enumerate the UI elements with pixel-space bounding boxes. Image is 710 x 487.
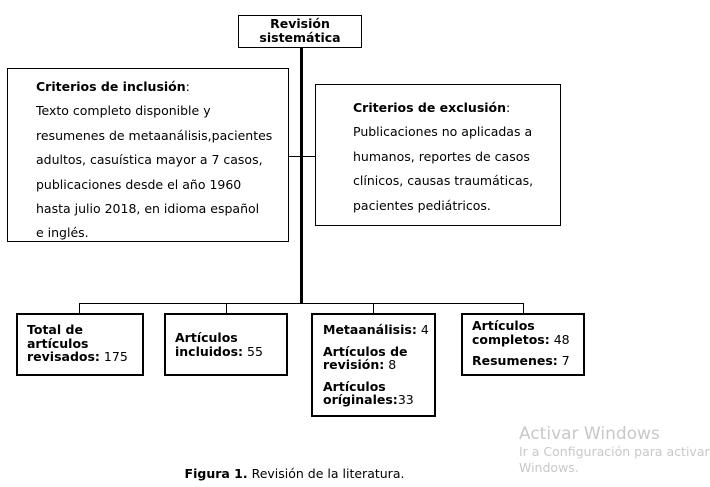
article-types-box bbox=[311, 313, 436, 417]
inclusion-criteria-box bbox=[7, 68, 289, 242]
figure-caption-text: Revisión de la literatura. bbox=[247, 466, 405, 481]
article-formats-box bbox=[461, 313, 585, 376]
complete-label-line1: Artículos bbox=[472, 318, 535, 333]
total-label-line3: revisados: bbox=[27, 349, 100, 364]
figure-caption bbox=[0, 466, 589, 481]
abstracts-value: 7 bbox=[557, 353, 570, 368]
review-label-line1: Artículos de bbox=[323, 343, 408, 359]
meta-value: 4 bbox=[416, 322, 429, 337]
complete-value: 48 bbox=[549, 331, 570, 347]
inclusion-line: adultos, casuística mayor a 7 casos, bbox=[36, 152, 263, 168]
connector-types bbox=[373, 303, 374, 313]
root-title-line1: Revisión bbox=[270, 16, 330, 31]
watermark-line2: Ir a Configuración para activar bbox=[519, 444, 710, 459]
watermark-line1: Activar Windows bbox=[519, 424, 660, 444]
connector-formats bbox=[523, 303, 524, 313]
included-label-line1: Artículos bbox=[175, 330, 238, 345]
exclusion-line: humanos, reportes de casos bbox=[353, 148, 530, 164]
exclusion-criteria-box bbox=[315, 84, 561, 226]
total-label-line1: Total de bbox=[27, 322, 83, 337]
inclusion-title: Criterios de inclusión bbox=[36, 79, 186, 94]
inclusion-heading bbox=[36, 75, 288, 99]
complete-label-line2: completos: bbox=[472, 331, 550, 347]
exclusion-connector bbox=[303, 156, 315, 157]
included-articles-box bbox=[164, 313, 288, 376]
original-label-line1: Artículos bbox=[323, 378, 386, 394]
root-title-line2: sistemática bbox=[259, 30, 341, 45]
review-value: 8 bbox=[384, 357, 397, 372]
included-label-line2: incluidos: bbox=[175, 343, 244, 359]
exclusion-line: clínicos, causas traumáticas, bbox=[353, 173, 534, 189]
total-value: 175 bbox=[99, 349, 128, 364]
results-horizontal-connector bbox=[79, 303, 524, 304]
included-value: 55 bbox=[243, 343, 263, 359]
inclusion-line: hasta julio 2018, en idioma español bbox=[36, 201, 260, 217]
exclusion-heading bbox=[353, 96, 560, 120]
inclusion-line: e inglés. bbox=[36, 225, 89, 241]
meta-label: Metaanálisis: bbox=[323, 322, 417, 337]
exclusion-line: Publicaciones no aplicadas a bbox=[353, 124, 533, 140]
review-label-line2: revisión: bbox=[323, 357, 385, 372]
root-box bbox=[238, 15, 362, 48]
connector-included bbox=[226, 303, 227, 313]
abstracts-label: Resumenes: bbox=[472, 353, 558, 368]
total-articles-box bbox=[16, 313, 144, 376]
connector-total bbox=[79, 303, 80, 313]
main-vertical-connector bbox=[300, 48, 303, 304]
inclusion-connector bbox=[289, 156, 300, 157]
total-label-line2: artículos bbox=[27, 335, 89, 351]
activation-watermark bbox=[519, 424, 710, 476]
exclusion-colon: : bbox=[506, 100, 511, 115]
figure-label: Figura 1. bbox=[184, 466, 248, 481]
inclusion-line: publicaciones desde el año 1960 bbox=[36, 176, 242, 192]
original-label-line2: oríginales: bbox=[323, 392, 398, 407]
inclusion-colon: : bbox=[185, 79, 190, 94]
watermark-line3: Windows. bbox=[519, 460, 579, 475]
exclusion-title: Criterios de exclusión bbox=[353, 100, 507, 115]
original-value: 33 bbox=[397, 392, 414, 407]
exclusion-line: pacientes pediátricos. bbox=[353, 197, 491, 213]
inclusion-line: resumenes de metaanálisis,pacientes bbox=[36, 127, 273, 143]
inclusion-line: Texto completo disponible y bbox=[36, 103, 211, 119]
